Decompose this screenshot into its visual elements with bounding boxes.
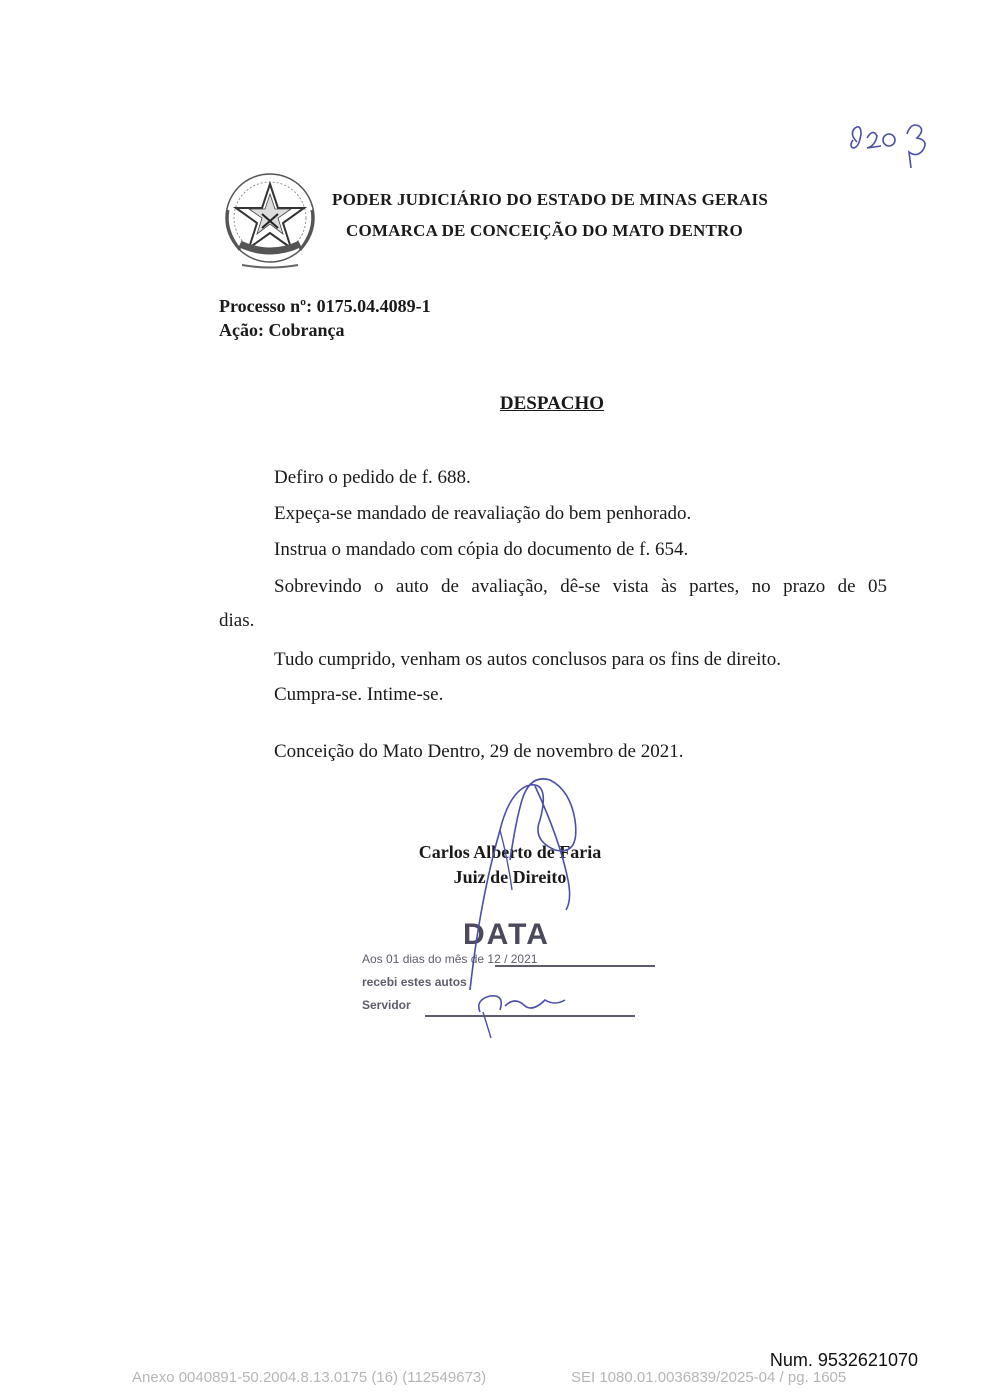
paragraph-4-continuation: dias. xyxy=(219,610,255,631)
paragraph-2: Expeça-se mandado de reavaliação do bem penhorado. xyxy=(274,503,692,524)
margin-page-note-icon xyxy=(845,112,945,172)
paragraph-1: Defiro o pedido de f. 688. xyxy=(274,467,471,488)
stamp-received-line: recebi estes autos xyxy=(362,975,467,989)
handwritten-signature-icon xyxy=(440,760,620,1000)
header-district-name: COMARCA DE CONCEIÇÃO DO MATO DENTRO xyxy=(346,221,743,240)
paragraph-4: Sobrevindo o auto de avaliação, dê-se vista às partes, no prazo de 05 xyxy=(274,576,887,597)
document-number: Num. 9532621070 xyxy=(769,1350,918,1370)
paragraph-3: Instrua o mandado com cópia do documento de f. 654. xyxy=(274,539,689,560)
footer-annex-reference: Anexo 0040891-50.2004.8.13.0175 (16) (112549673) xyxy=(132,1369,487,1386)
footer-sei-reference: SEI 1080.01.0036839/2025-04 / pg. 1605 xyxy=(571,1369,847,1386)
case-action: Ação: Cobrança xyxy=(219,320,345,340)
case-number: Processo nº: 0175.04.4089-1 xyxy=(219,296,431,316)
paragraph-5: Tudo cumprido, venham os autos conclusos para os fins de direito. xyxy=(274,649,781,670)
signer-name: Carlos Alberto de Faria xyxy=(418,842,602,862)
stamp-clerk-line: Servidor xyxy=(362,998,411,1012)
stamp-title: DATA xyxy=(463,918,550,951)
stamp-date-line: Aos 01 dias do mês de 12 / 2021 xyxy=(362,952,538,966)
paragraph-6: Cumpra-se. Intime-se. xyxy=(274,684,444,705)
header-court-name: PODER JUDICIÁRIO DO ESTADO DE MINAS GERAIS xyxy=(332,190,768,209)
state-seal-icon xyxy=(220,170,320,270)
document-title: DESPACHO xyxy=(499,393,605,414)
signer-role: Juiz de Direito xyxy=(453,867,567,887)
date-line: Conceição do Mato Dentro, 29 de novembro de 2021. xyxy=(274,741,684,762)
